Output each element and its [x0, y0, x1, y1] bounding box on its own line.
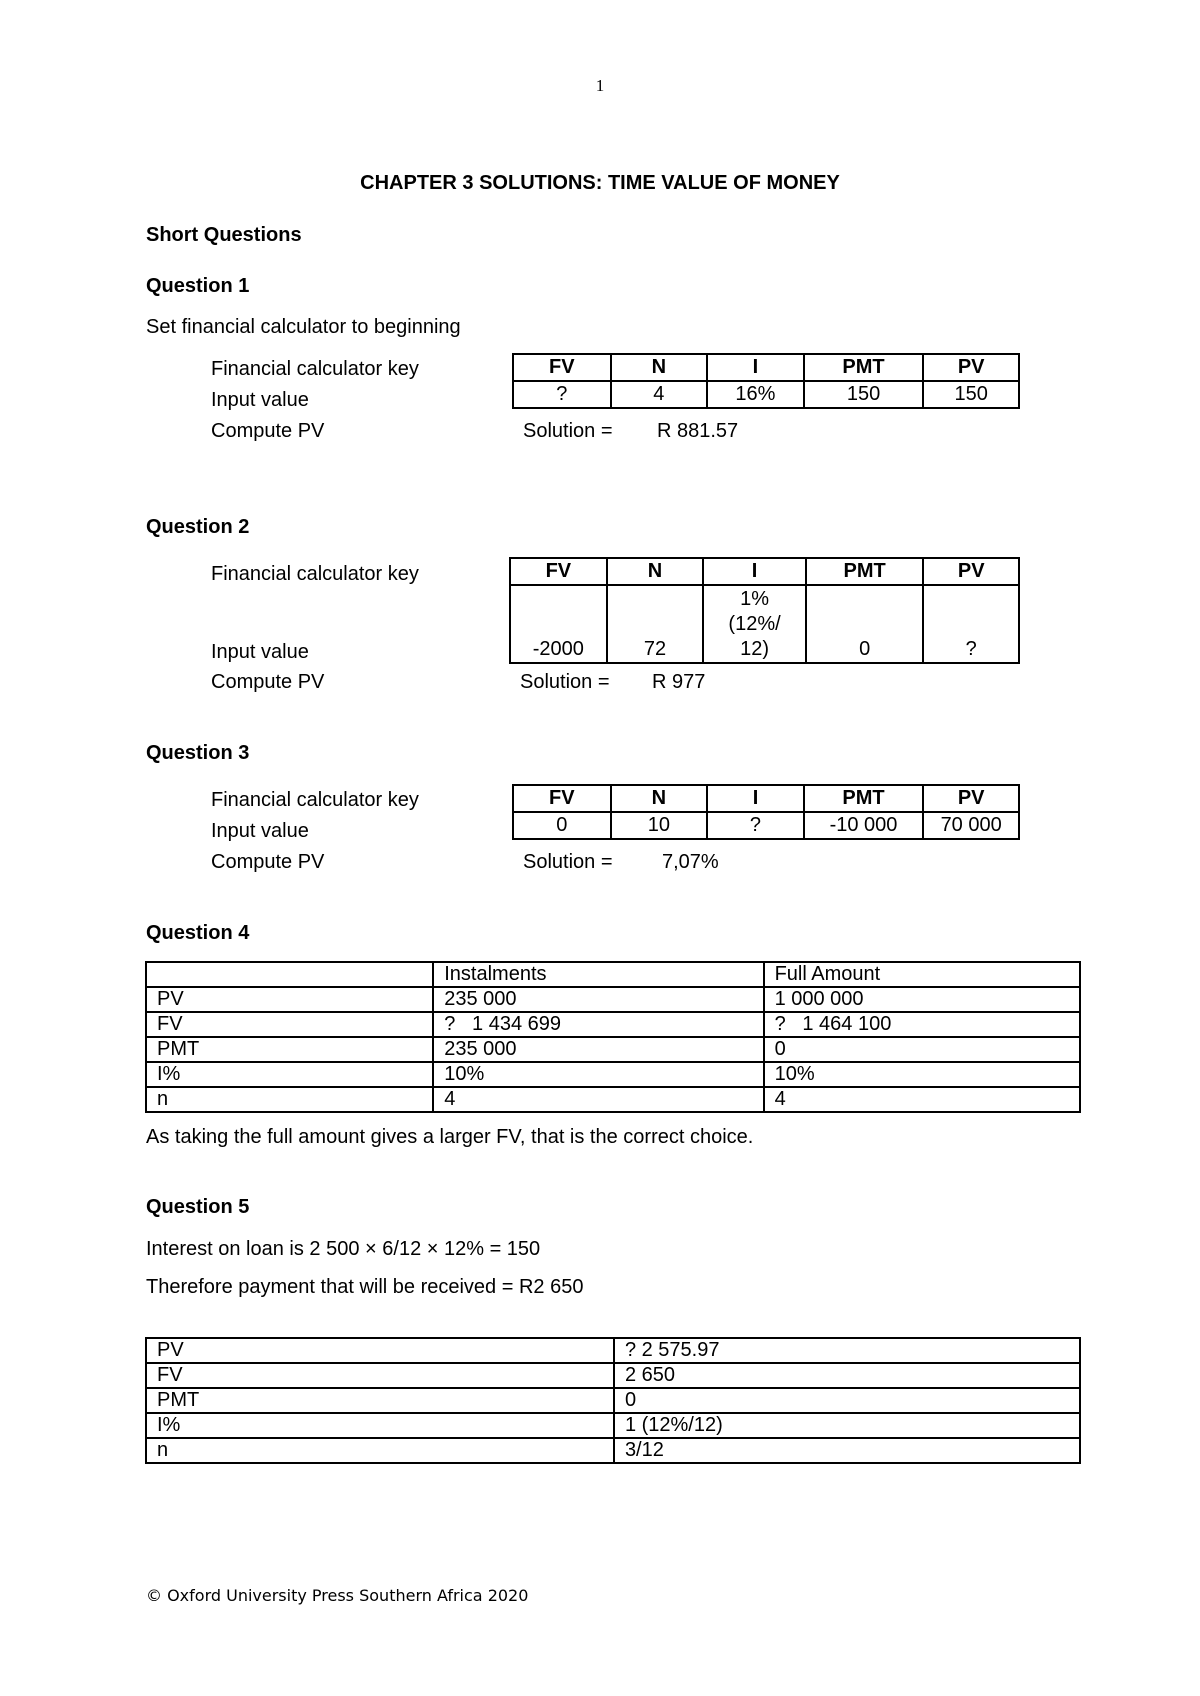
q2-input-cell: -2000 — [510, 585, 607, 663]
table-row — [146, 1012, 1080, 1037]
q3-header-cell: I — [707, 785, 804, 812]
q4-full-amount-cell: ? 1 464 100 — [764, 1012, 1080, 1037]
q5-row-label: FV — [146, 1363, 614, 1388]
q4-header-cell — [146, 962, 433, 987]
q4-row-label: I% — [146, 1062, 433, 1087]
q1-header-cell: PMT — [804, 354, 924, 381]
table-row — [146, 1413, 1080, 1438]
q5-payment-line: Therefore payment that will be received = R2 650 — [146, 1276, 584, 1298]
table-row — [146, 987, 1080, 1012]
q5-interest-line: Interest on loan is 2 500 × 6/12 × 12% = 150 — [146, 1238, 541, 1260]
q2-solution-value: R 977 — [652, 671, 706, 693]
q4-instalments-cell: 4 — [433, 1087, 763, 1112]
q3-input-cell: ? — [707, 812, 804, 839]
q4-row-label: FV — [146, 1012, 433, 1037]
q3-key-label: Financial calculator key — [211, 789, 419, 811]
q1-input-cell: 150 — [923, 381, 1019, 408]
q1-compute-label: Compute PV — [211, 420, 325, 442]
q4-full-amount-cell: 0 — [764, 1037, 1080, 1062]
question-1-heading: Question 1 — [146, 275, 250, 297]
q3-solution-value: 7,07% — [662, 851, 719, 873]
copyright-footer: © Oxford University Press Southern Africa 2020 — [146, 1586, 529, 1605]
q2-header-cell: N — [607, 558, 704, 585]
q5-row-value: 1 (12%/12) — [614, 1413, 1080, 1438]
table-row — [146, 1338, 1080, 1363]
q1-input-cell: 16% — [707, 381, 804, 408]
q2-input-cell: ? — [923, 585, 1019, 663]
q2-header-cell: PMT — [806, 558, 924, 585]
q2-header-cell: FV — [510, 558, 607, 585]
q1-calculator-table — [512, 353, 1020, 409]
q5-row-value: ? 2 575.97 — [614, 1338, 1080, 1363]
q1-header-cell: FV — [513, 354, 611, 381]
q5-row-value: 3/12 — [614, 1438, 1080, 1463]
question-2-heading: Question 2 — [146, 516, 250, 538]
q1-header-cell: N — [611, 354, 708, 381]
q2-input-label: Input value — [211, 641, 309, 663]
question-3-heading: Question 3 — [146, 742, 250, 764]
q1-header-cell: I — [707, 354, 804, 381]
table-row — [146, 1037, 1080, 1062]
q3-header-cell: PMT — [804, 785, 924, 812]
q3-calculator-table — [512, 784, 1020, 840]
q1-solution-label: Solution = — [523, 420, 613, 442]
q1-key-label: Financial calculator key — [211, 358, 419, 380]
q2-input-cell: 0 — [806, 585, 924, 663]
question-1-intro: Set financial calculator to beginning — [146, 316, 461, 338]
q1-solution-value: R 881.57 — [657, 420, 739, 442]
q3-header-cell: FV — [513, 785, 611, 812]
q2-input-cell: 1% (12%/ 12) — [703, 585, 806, 663]
q3-solution-label: Solution = — [523, 851, 613, 873]
q3-input-label: Input value — [211, 820, 309, 842]
q5-row-label: I% — [146, 1413, 614, 1438]
q3-input-cell: -10 000 — [804, 812, 924, 839]
q4-row-label: PV — [146, 987, 433, 1012]
q4-header-cell: Full Amount — [764, 962, 1080, 987]
page-number: 1 — [595, 76, 605, 95]
q1-header-cell: PV — [923, 354, 1019, 381]
q4-instalments-cell: 235 000 — [433, 987, 763, 1012]
q2-header-cell: PV — [923, 558, 1019, 585]
question-4-heading: Question 4 — [146, 922, 250, 944]
q3-compute-label: Compute PV — [211, 851, 325, 873]
q3-input-cell: 70 000 — [923, 812, 1019, 839]
q4-header-cell: Instalments — [433, 962, 763, 987]
q1-input-cell: 150 — [804, 381, 924, 408]
q2-input-cell: 72 — [607, 585, 704, 663]
q4-row-label: PMT — [146, 1037, 433, 1062]
q1-input-cell: 4 — [611, 381, 708, 408]
q2-header-cell: I — [703, 558, 806, 585]
q4-instalments-cell: ? 1 434 699 — [433, 1012, 763, 1037]
table-row — [146, 1438, 1080, 1463]
table-row — [146, 1062, 1080, 1087]
section-heading: Short Questions — [146, 224, 302, 246]
q5-table — [145, 1337, 1081, 1464]
q4-row-label: n — [146, 1087, 433, 1112]
q3-input-cell: 0 — [513, 812, 611, 839]
q5-row-value: 0 — [614, 1388, 1080, 1413]
table-row — [146, 1363, 1080, 1388]
q5-row-value: 2 650 — [614, 1363, 1080, 1388]
page-title: CHAPTER 3 SOLUTIONS: TIME VALUE OF MONEY — [360, 172, 840, 194]
table-row — [146, 1388, 1080, 1413]
q2-calculator-table — [509, 557, 1020, 664]
q4-comparison-table — [145, 961, 1081, 1113]
q3-header-cell: N — [611, 785, 708, 812]
q5-row-label: PV — [146, 1338, 614, 1363]
q4-instalments-cell: 10% — [433, 1062, 763, 1087]
q4-full-amount-cell: 1 000 000 — [764, 987, 1080, 1012]
q4-full-amount-cell: 10% — [764, 1062, 1080, 1087]
q4-instalments-cell: 235 000 — [433, 1037, 763, 1062]
q1-input-label: Input value — [211, 389, 309, 411]
q2-compute-label: Compute PV — [211, 671, 325, 693]
q5-row-label: PMT — [146, 1388, 614, 1413]
q1-input-cell: ? — [513, 381, 611, 408]
q2-solution-label: Solution = — [520, 671, 610, 693]
q3-input-cell: 10 — [611, 812, 708, 839]
q4-full-amount-cell: 4 — [764, 1087, 1080, 1112]
q2-key-label: Financial calculator key — [211, 563, 419, 585]
q4-conclusion: As taking the full amount gives a larger FV, that is the correct choice. — [146, 1126, 754, 1148]
table-row — [146, 1087, 1080, 1112]
question-5-heading: Question 5 — [146, 1196, 250, 1218]
q3-header-cell: PV — [923, 785, 1019, 812]
q5-row-label: n — [146, 1438, 614, 1463]
